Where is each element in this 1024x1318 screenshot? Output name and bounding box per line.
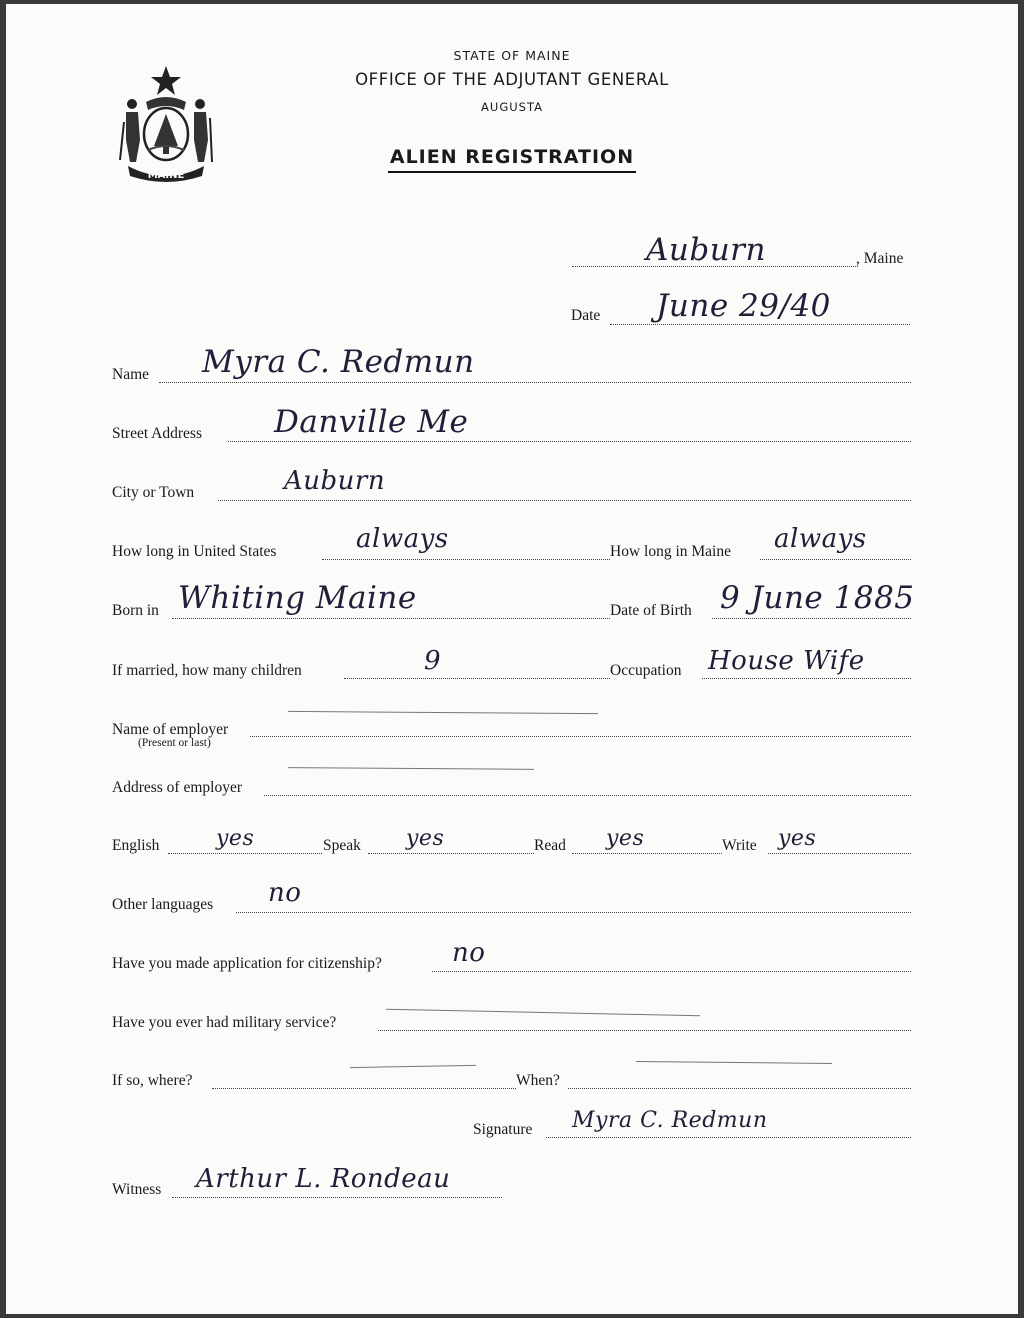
town-value: Auburn: [646, 232, 766, 268]
svg-text:MAINE: MAINE: [147, 170, 185, 181]
city-label: City or Town: [112, 484, 195, 501]
occupation-value: House Wife: [708, 646, 865, 676]
citizenship-label: Have you made application for citizenship?: [112, 955, 382, 972]
when-dash: [636, 1061, 832, 1064]
city-line: [218, 500, 911, 501]
english-value: yes: [216, 826, 255, 851]
where-dash: [350, 1065, 476, 1068]
name-value: Myra C. Redmun: [202, 344, 475, 380]
street-label: Street Address: [112, 425, 202, 442]
write-label: Write: [722, 837, 757, 854]
employer-dash: [288, 711, 598, 714]
speak-label: Speak: [323, 837, 361, 854]
speak-line: [368, 853, 534, 854]
citizenship-value: no: [452, 938, 486, 968]
form-title: ALIEN REGISTRATION: [6, 146, 1018, 168]
born-value: Whiting Maine: [178, 580, 417, 616]
street-line: [228, 441, 911, 442]
citizenship-line: [432, 971, 911, 972]
born-line: [172, 618, 610, 619]
town-suffix: , Maine: [856, 250, 904, 267]
read-label: Read: [534, 837, 566, 854]
children-value: 9: [424, 646, 442, 676]
write-line: [768, 853, 911, 854]
maine-value: always: [774, 524, 867, 554]
other-languages-label: Other languages: [112, 896, 214, 913]
dob-label: Date of Birth: [610, 602, 692, 619]
speak-value: yes: [406, 826, 445, 851]
children-line: [344, 678, 610, 679]
witness-line: [172, 1197, 502, 1198]
military-label: Have you ever had military service?: [112, 1014, 337, 1031]
state-heading: STATE OF MAINE: [453, 48, 571, 63]
street-value: Danville Me: [274, 404, 469, 440]
other-languages-value: no: [268, 878, 302, 908]
employer-sub-label: (Present or last): [138, 737, 211, 749]
english-line: [168, 853, 322, 854]
date-line: [610, 324, 910, 325]
signature-value: Myra C. Redmun: [572, 1108, 768, 1133]
maine-label: How long in Maine: [610, 543, 731, 560]
office-heading: OFFICE OF THE ADJUTANT GENERAL: [355, 70, 669, 89]
signature-label: Signature: [473, 1121, 533, 1138]
write-value: yes: [778, 826, 817, 851]
us-label: How long in United States: [112, 543, 277, 560]
read-line: [572, 853, 722, 854]
occupation-line: [702, 678, 911, 679]
dob-value: 9 June 1885: [720, 580, 915, 616]
where-label: If so, where?: [112, 1072, 193, 1089]
witness-value: Arthur L. Rondeau: [196, 1164, 451, 1194]
maine-line: [760, 559, 911, 560]
where-line: [212, 1088, 516, 1089]
when-label: When?: [516, 1072, 560, 1089]
employer-label: Name of employer: [112, 721, 229, 738]
name-line: [159, 382, 911, 383]
signature-line: [546, 1137, 911, 1138]
us-line: [322, 559, 610, 560]
date-value: June 29/40: [656, 288, 831, 324]
us-value: always: [356, 524, 449, 554]
employer-line: [250, 736, 911, 737]
children-label: If married, how many children: [112, 662, 302, 679]
city-value: Auburn: [284, 466, 386, 496]
occupation-label: Occupation: [610, 662, 682, 679]
born-label: Born in: [112, 602, 159, 619]
military-line: [378, 1030, 911, 1031]
employer-address-label: Address of employer: [112, 779, 242, 796]
name-label: Name: [112, 366, 150, 383]
english-label: English: [112, 837, 160, 854]
date-label: Date: [571, 307, 601, 324]
dob-line: [712, 618, 911, 619]
when-line: [568, 1088, 911, 1089]
registration-form: [6, 4, 1018, 1314]
employer-address-dash: [288, 767, 534, 770]
military-dash: [386, 1009, 700, 1017]
city-heading: AUGUSTA: [481, 100, 543, 114]
read-value: yes: [606, 826, 645, 851]
witness-label: Witness: [112, 1181, 162, 1198]
employer-address-line: [264, 795, 911, 796]
other-languages-line: [236, 912, 911, 913]
